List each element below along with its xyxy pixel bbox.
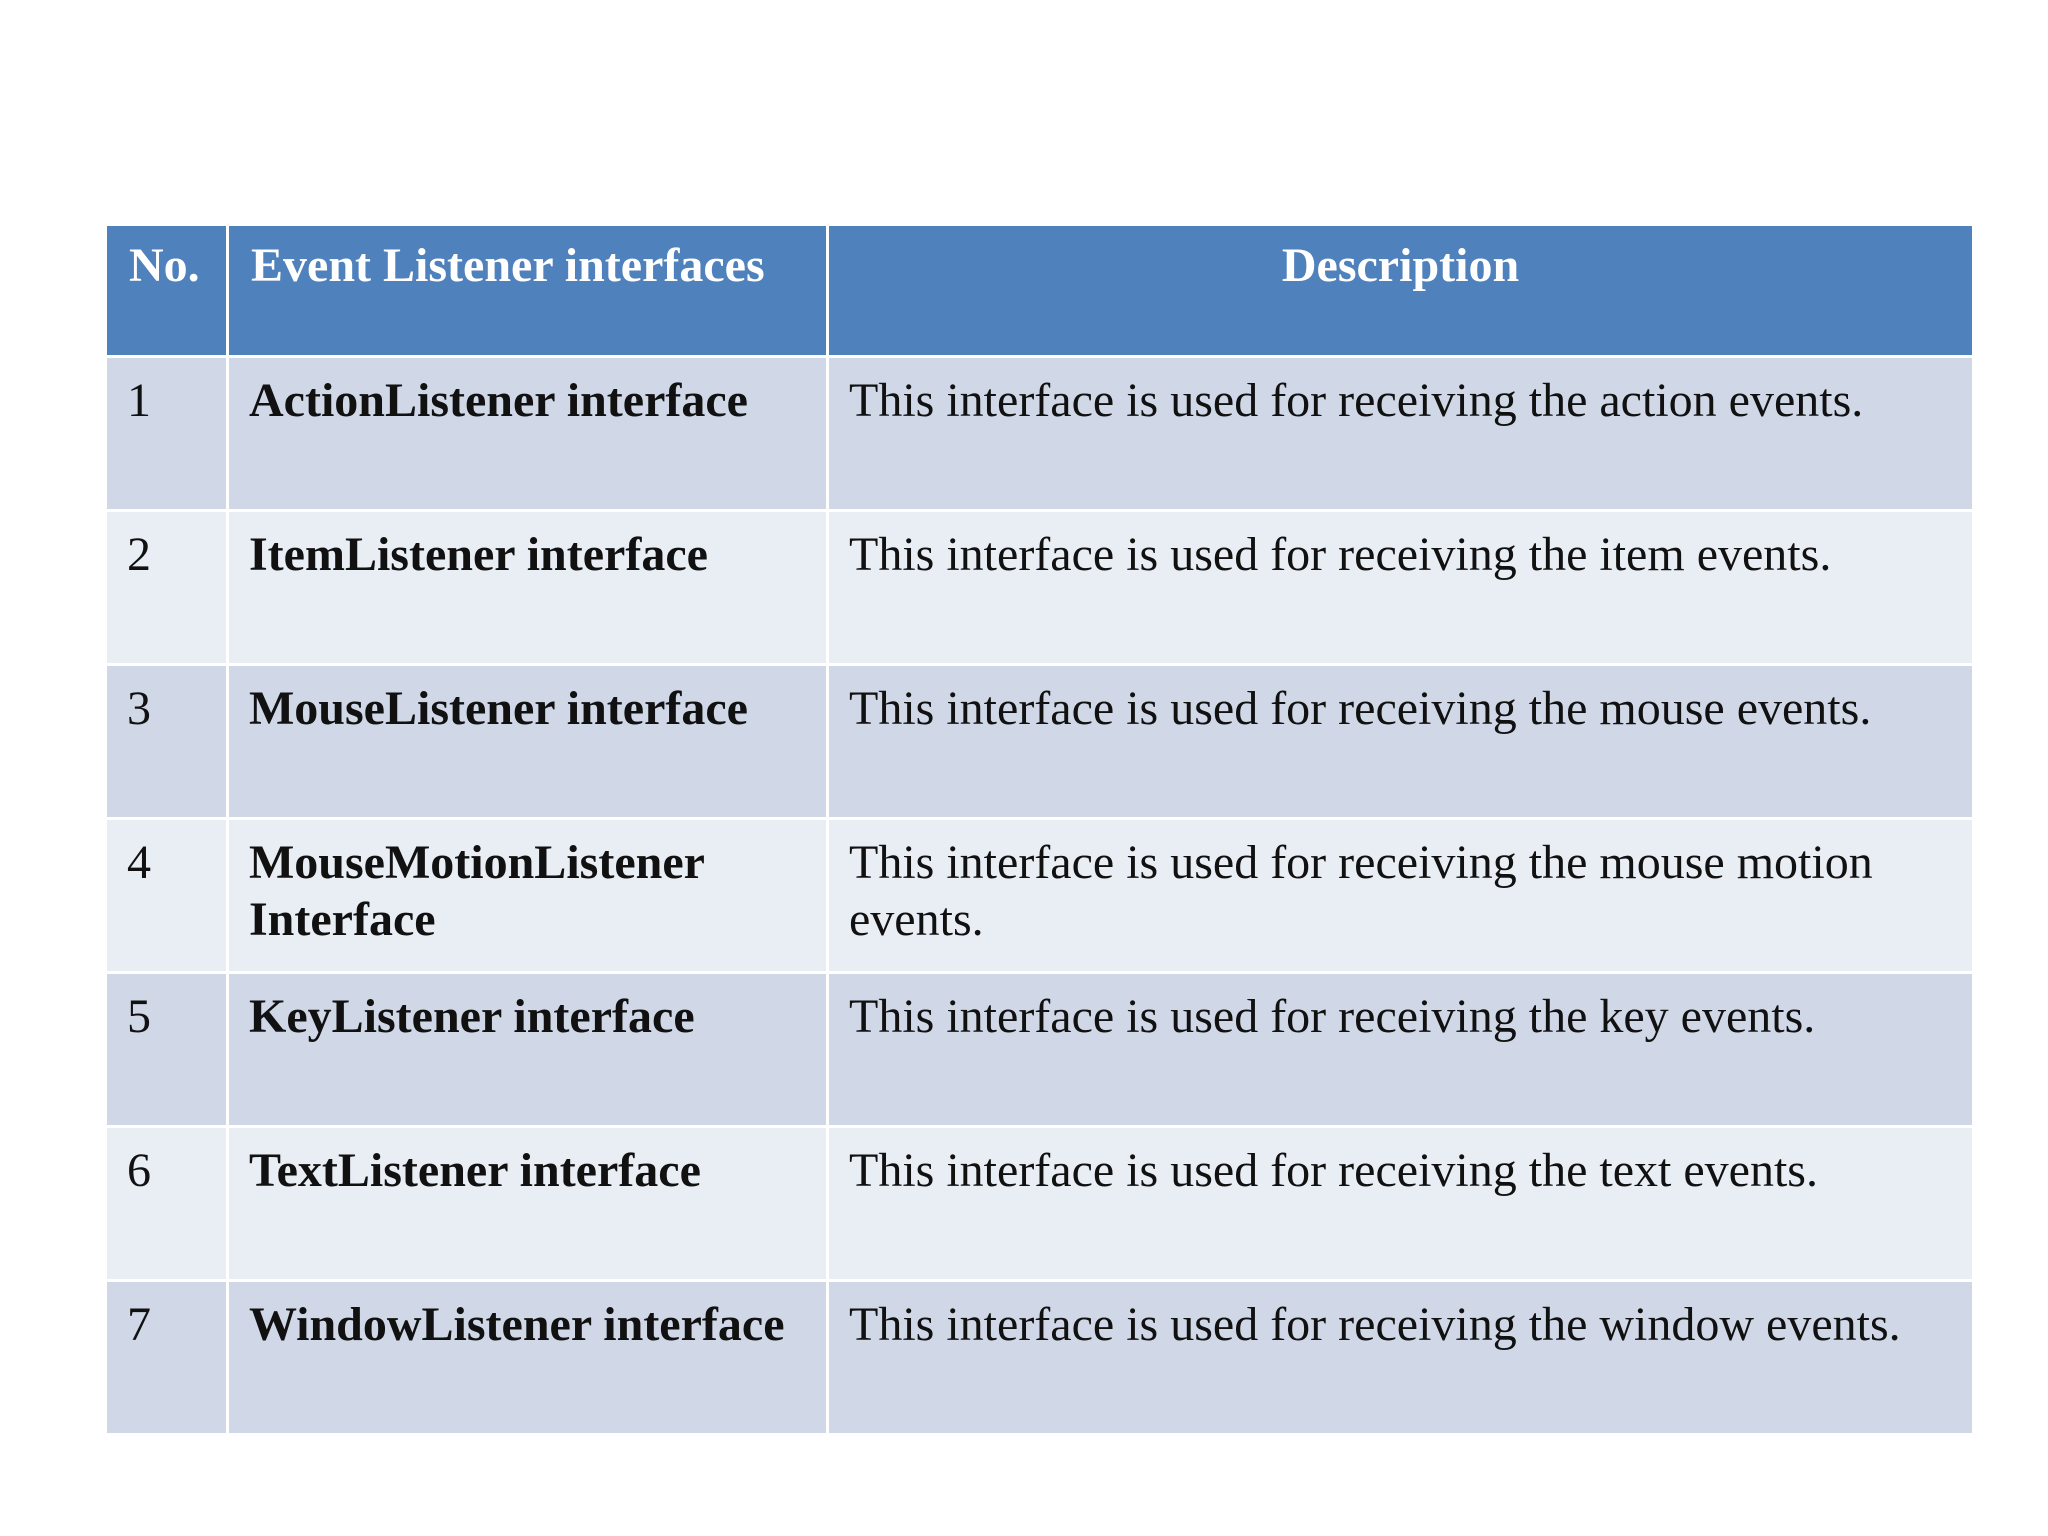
- header-no: No.: [106, 225, 228, 357]
- row-number: 4: [106, 819, 228, 973]
- table-row: [106, 973, 1974, 1127]
- table-row: [106, 1127, 1974, 1281]
- listener-name: KeyListener interface: [228, 973, 828, 1127]
- header-row: [106, 225, 1974, 357]
- table-row: [106, 665, 1974, 819]
- row-number: 5: [106, 973, 228, 1127]
- table-header: [106, 225, 1974, 357]
- listener-name: ItemListener interface: [228, 511, 828, 665]
- table-body: [106, 357, 1974, 1435]
- header-event-listener-interfaces: Event Listener interfaces: [228, 225, 828, 357]
- row-number: 2: [106, 511, 228, 665]
- listener-name: MouseMotionListener Interface: [228, 819, 828, 973]
- listener-description: This interface is used for receiving the window events.: [828, 1281, 1974, 1435]
- event-listener-table: [104, 223, 1975, 1436]
- listener-name: WindowListener interface: [228, 1281, 828, 1435]
- listener-description: This interface is used for receiving the item events.: [828, 511, 1974, 665]
- listener-name: MouseListener interface: [228, 665, 828, 819]
- listener-description: This interface is used for receiving the key events.: [828, 973, 1974, 1127]
- table-row: [106, 511, 1974, 665]
- row-number: 7: [106, 1281, 228, 1435]
- listener-description: This interface is used for receiving the action events.: [828, 357, 1974, 511]
- listener-name: TextListener interface: [228, 1127, 828, 1281]
- listener-name: ActionListener interface: [228, 357, 828, 511]
- row-number: 6: [106, 1127, 228, 1281]
- table-row: [106, 357, 1974, 511]
- table-row: [106, 819, 1974, 973]
- listener-description: This interface is used for receiving the mouse events.: [828, 665, 1974, 819]
- table-row: [106, 1281, 1974, 1435]
- listener-description: This interface is used for receiving the mouse motion events.: [828, 819, 1974, 973]
- listener-description: This interface is used for receiving the text events.: [828, 1127, 1974, 1281]
- row-number: 1: [106, 357, 228, 511]
- row-number: 3: [106, 665, 228, 819]
- header-description: Description: [828, 225, 1974, 357]
